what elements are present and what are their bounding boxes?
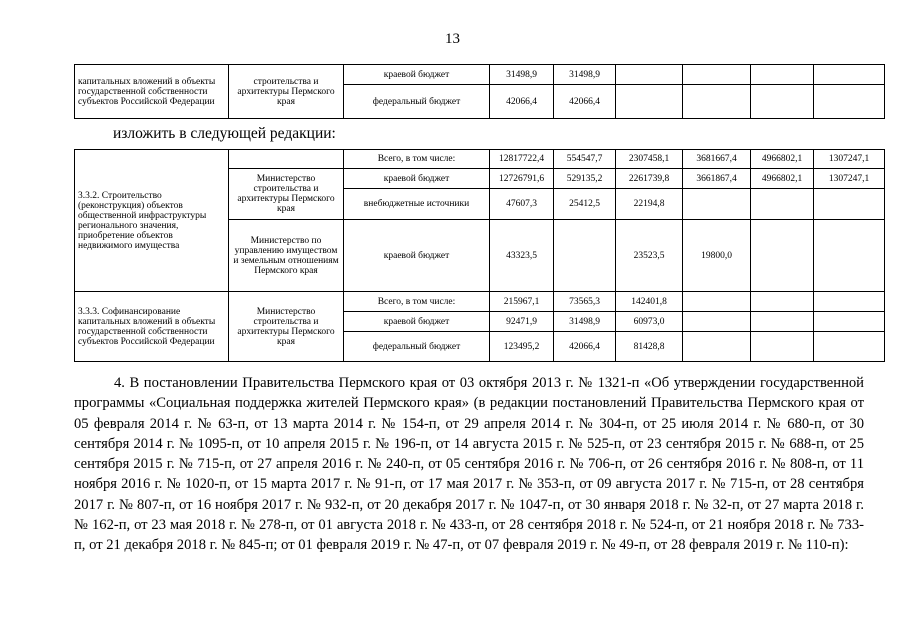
- value-cell: 1307247,1: [814, 150, 885, 169]
- empty-cell: [814, 220, 885, 292]
- empty-cell: [814, 312, 885, 332]
- top-program-cell: капитальных вложений в объекты государственной собственности субъектов Российской Федерации: [75, 65, 229, 119]
- value-cell: 42066,4: [490, 85, 554, 119]
- value-cell: 22194,8: [616, 189, 683, 220]
- value-cell: 31498,9: [554, 65, 616, 85]
- empty-cell: [554, 220, 616, 292]
- value-cell: 123495,2: [490, 332, 554, 362]
- value-cell: 31498,9: [490, 65, 554, 85]
- value-cell: 554547,7: [554, 150, 616, 169]
- amendment-paragraph: [74, 373, 864, 556]
- empty-cell: [616, 65, 683, 85]
- value-cell: 215967,1: [490, 292, 554, 312]
- value-cell: 43323,5: [490, 220, 554, 292]
- source-cell: краевой бюджет: [344, 220, 490, 292]
- top-table: [74, 64, 885, 119]
- empty-cell: [683, 65, 751, 85]
- value-cell: 42066,4: [554, 85, 616, 119]
- empty-cell: [751, 85, 814, 119]
- value-cell: 81428,8: [616, 332, 683, 362]
- value-cell: 12817722,4: [490, 150, 554, 169]
- value-cell: 4966802,1: [751, 150, 814, 169]
- value-cell: 1307247,1: [814, 169, 885, 189]
- value-cell: 25412,5: [554, 189, 616, 220]
- value-cell: 42066,4: [554, 332, 616, 362]
- paragraph-text: 4. В постановлении Правительства Пермского края от 03 октября 2013 г. № 1321-п «Об утверждении государственной программы «Социальная поддержка жителей Пермского края» (в редакции постановлений Правительства Пермского края от 05 февраля 2014 г. № 63-п, от 13 марта 2014 г. № 154-п, от 29 апреля 2014 г. № 304-п, от 25 июля 2014 г. № 680-п, от 30 сентября 2014 г. № 1095-п, от 10 апреля 2015 г. № 196-п, от 14 августа 2015 г. № 525-п, от 23 сентября 2015 г. № 688-п, от 25 сентября 2015 г. № 715-п, от 27 апреля 2016 г. № 240-п, от 05 сентября 2016 г. № 706-п, от 26 сентября 2016 г. № 808-п, от 11 ноября 2016 г. № 1020-п, от 15 марта 2017 г. № 91-п, от 17 мая 2017 г. № 353-п, от 09 августа 2017 г. № 715-п, от 28 сентября 2017 г. № 807-п, от 16 ноября 2017 г. № 932-п, от 20 декабря 2017 г. № 1047-п, от 30 января 2018 г. № 32-п, от 27 марта 2018 г. № 162-п, от 23 мая 2018 г. № 278-п, от 01 августа 2018 г. № 433-п, от 28 сентября 2018 г. № 524-п, от 21 ноября 2018 г. № 733-п, от 21 декабря 2018 г. № 845-п; от 01 февраля 2019 г. № 47-п, от 07 февраля 2019 г. № 49-п, от 28 февраля 2019 г. № 110-п):: [74, 375, 864, 554]
- source-cell: федеральный бюджет: [344, 85, 490, 119]
- empty-cell: [683, 85, 751, 119]
- top-ministry-cell: строительства и архитектуры Пермского края: [229, 65, 344, 119]
- page-number: 13: [445, 31, 460, 47]
- empty-cell: [751, 332, 814, 362]
- empty-cell: [683, 189, 751, 220]
- ministry-construction-cell: Министерство строительства и архитектуры Пермского края: [229, 292, 344, 362]
- source-cell: краевой бюджет: [344, 312, 490, 332]
- empty-cell: [814, 332, 885, 362]
- value-cell: 3661867,4: [683, 169, 751, 189]
- source-cell: Всего, в том числе:: [344, 292, 490, 312]
- empty-cell: [683, 312, 751, 332]
- value-cell: 12726791,6: [490, 169, 554, 189]
- empty-cell: [751, 65, 814, 85]
- empty-cell: [751, 189, 814, 220]
- value-cell: 19800,0: [683, 220, 751, 292]
- empty-cell: [683, 332, 751, 362]
- empty-cell: [814, 189, 885, 220]
- empty-cell: [814, 292, 885, 312]
- empty-cell: [229, 150, 344, 169]
- value-cell: 23523,5: [616, 220, 683, 292]
- empty-cell: [814, 65, 885, 85]
- source-cell: федеральный бюджет: [344, 332, 490, 362]
- value-cell: 47607,3: [490, 189, 554, 220]
- source-cell: Всего, в том числе:: [344, 150, 490, 169]
- value-cell: 73565,3: [554, 292, 616, 312]
- value-cell: 2307458,1: [616, 150, 683, 169]
- program-3-3-3-cell: 3.3.3. Софинансирование капитальных вложений в объекты государственной собственности субъектов Российской Федерации: [75, 292, 229, 362]
- value-cell: 3681667,4: [683, 150, 751, 169]
- source-cell: краевой бюджет: [344, 65, 490, 85]
- empty-cell: [814, 85, 885, 119]
- empty-cell: [751, 292, 814, 312]
- empty-cell: [751, 312, 814, 332]
- ministry-property-cell: Министерство по управлению имуществом и земельным отношениям Пермского края: [229, 220, 344, 292]
- value-cell: 2261739,8: [616, 169, 683, 189]
- main-table: [74, 149, 885, 362]
- source-cell: внебюджетные источники: [344, 189, 490, 220]
- value-cell: 4966802,1: [751, 169, 814, 189]
- value-cell: 60973,0: [616, 312, 683, 332]
- empty-cell: [751, 220, 814, 292]
- value-cell: 31498,9: [554, 312, 616, 332]
- value-cell: 529135,2: [554, 169, 616, 189]
- value-cell: 92471,9: [490, 312, 554, 332]
- source-cell: краевой бюджет: [344, 169, 490, 189]
- ministry-construction-cell: Министерство строительства и архитектуры Пермского края: [229, 169, 344, 220]
- empty-cell: [683, 292, 751, 312]
- program-3-3-2-cell: 3.3.2. Строительство (реконструкция) объектов общественной инфраструктуры регионального значения, приобретение объектов недвижимого имущества: [75, 150, 229, 292]
- intro-text: изложить в следующей редакции:: [113, 125, 336, 142]
- empty-cell: [616, 85, 683, 119]
- value-cell: 142401,8: [616, 292, 683, 312]
